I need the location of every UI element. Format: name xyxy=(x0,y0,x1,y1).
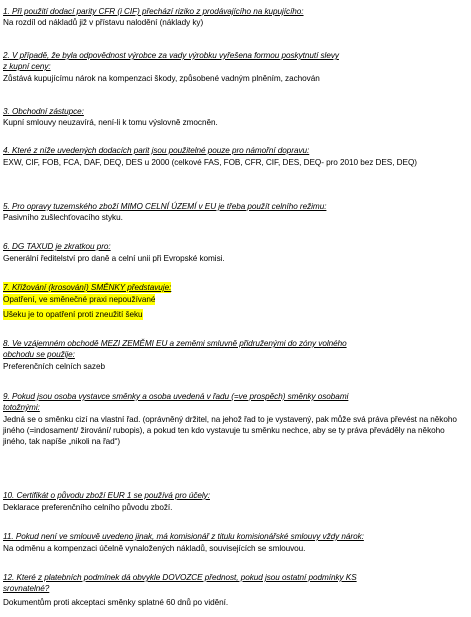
question-7: 7. Křížování (krosování) SMĚNKY představuje: xyxy=(3,283,172,292)
answer-11: Na odměnu a kompenzaci účelně vynaložených nákladů, souvisejících se smlouvou. xyxy=(3,544,306,553)
answer-1: Na rozdíl od nákladů již v přístavu nalodění (náklady ky) xyxy=(3,18,204,27)
answer-2: Zůstává kupujícímu nárok na kompenzaci škody, způsobené vadným plněním, zachován xyxy=(3,74,320,83)
answer-6: Generální ředitelství pro daně a celní unii při Evropské komisi. xyxy=(3,254,225,263)
question-2: 2. V případě, že byla odpovědnost výrobce za vady výrobku vyřešena formou poskytnutí slevy z kupní ceny: xyxy=(3,51,339,71)
answer-5: Pasivního zušlechťovacího styku. xyxy=(3,213,123,222)
question-5: 5. Pro opravy tuzemského zboží MIMO CELNÍ ÚZEMÍ v EU je třeba použít celního režimu: xyxy=(3,202,327,211)
answer-7-line-1: Opatření, ve směnečné praxi nepoužívané xyxy=(3,295,156,304)
answer-4: EXW, CIF, FOB, FCA, DAF, DEQ, DES u 2000 (celkové FAS, FOB, CFR, CIF, DES, DEQ- pro 2010 bez DES, DEQ) xyxy=(3,158,417,167)
answer-9: Jedná se o směnku cizí na vlastní řad. (oprávněný držitel, na jehož řad to je vystavený, pak může svá práva převést na někoho jiného (=indosament/ žirování/ rubopis), a pokud ten kdo vystavuje tu směnku nechce, aby se ty práva převáděly na někoho jiného, tak napíše „nikoli na řad“) xyxy=(3,415,457,446)
question-4: 4. Které z níže uvedených dodacích parit jsou použitelné pouze pro námořní dopravu: xyxy=(3,146,310,155)
answer-7-line-2: Ušeku je to opatření proti zneužití šeku xyxy=(3,310,143,319)
answer-12: Dokumentům proti akceptaci směnky splatné 60 dnů po vidění. xyxy=(3,598,229,607)
question-11: 11. Pokud není ve smlouvě uvedeno jinak, má komisionář z titulu komisionářské smlouvy vždy nárok: xyxy=(3,532,364,541)
question-10: 10. Certifikát o původu zboží EUR 1 se používá pro účely: xyxy=(3,491,210,500)
answer-8: Preferenčních celních sazeb xyxy=(3,362,105,371)
question-9: 9. Pokud jsou osoba vystavce směnky a osoba uvedená v řadu (=ve prospěch) směnky osobami totožnými: xyxy=(3,392,349,412)
question-6: 6. DG TAXUD je zkratkou pro: xyxy=(3,242,111,251)
question-3: 3. Obchodní zástupce: xyxy=(3,107,84,116)
question-1: 1. Při použití dodací parity CFR (i CIF) přechází riziko z prodávajícího na kupujícího: xyxy=(3,7,304,16)
question-8: 8. Ve vzájemném obchodě MEZI ZEMĚMI EU a zeměmi smluvně přidruženými do zóny volného obchodu se použije: xyxy=(3,339,347,359)
answer-10: Deklarace preferenčního celního původu zboží. xyxy=(3,503,173,512)
answer-3: Kupní smlouvy neuzavírá, není-li k tomu výslovně zmocněn. xyxy=(3,118,218,127)
question-12: 12. Které z platebních podmínek dá obvykle DOVOZCE přednost, pokud jsou ostatní podmínky KS srovnatelné? xyxy=(3,573,357,593)
